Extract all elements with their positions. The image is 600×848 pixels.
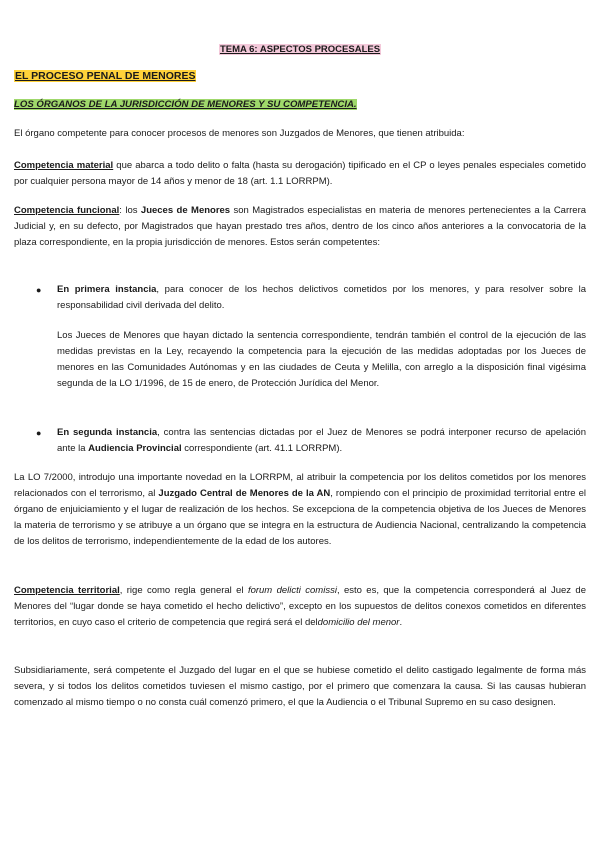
bullet-icon: ● [36, 428, 42, 438]
page-title: TEMA 6: ASPECTOS PROCESALES [219, 44, 381, 55]
subsection-heading: LOS ÓRGANOS DE LA JURISDICCIÓN DE MENORES Y SU COMPETENCIA. [14, 99, 357, 110]
subsidiary-paragraph: Subsidiariamente, será competente el Juzgado del lugar en el que se hubiese cometido el delito castigado legalmente de forma más severa, y si todos los delitos cometidos tuviesen el mismo castigo, por el primero que comenzara la causa. Si las causas hubieran comenzado al mismo tiempo o no consta cuál comenzó primero, el que la Audiencia o el Tribunal Supremo en su caso designen. [14, 665, 586, 708]
lo7-paragraph: La LO 7/2000, introdujo una importante novedad en la LORRPM, al atribuir la competencia por los delitos cometidos por los menores relacionados con el terrorismo, al Juzgado Central de Menores de la AN, rompiendo con el principio de proximidad territorial entre el órgano de enjuiciamiento y el lugar de realización de los hechos. Se excepciona de la competencia objetiva de los Jueces de Menores la materia de terrorismo y se atribuye a un órgano que se integra en la estructura de Audiencia Nacional, centralizando la competencia de los delitos de terrorismo, independientemente de la edad de los autores. [14, 472, 586, 547]
material-paragraph: Competencia material que abarca a todo delito o falta (hasta su derogación) tipificado en el CP o leyes penales especiales cometido por cualquier persona mayor de 14 años y menor de 18 (art. 1.1 LORRPM). [14, 160, 586, 187]
list-item: ● En primera instancia, para conocer de los hechos delictivos cometidos por los menores, y para resolver sobre la responsabilidad civil derivada del delito. [36, 284, 586, 311]
territorial-paragraph: Competencia territorial, rige como regla general el forum delicti comissi, esto es, que la competencia corresponderá al Juez de Menores del “lugar donde se haya cometido el hecho delictivo”, excepto en los supuestos de delitos conexos cometidos en diferentes territorios, en cuyo caso el criterio de competencia que regirá será el deldomicilio del menor. [14, 585, 586, 628]
section-heading: EL PROCESO PENAL DE MENORES [15, 70, 196, 82]
list-item: ● En segunda instancia, contra las sentencias dictadas por el Juez de Menores se podrá interponer recurso de apelación ante la Audiencia Provincial correspondiente (art. 41.1 LORRPM). [36, 427, 586, 454]
bullet-icon: ● [36, 285, 42, 295]
material-label: Competencia material [14, 160, 114, 171]
funcional-paragraph: Competencia funcional: los Jueces de Menores son Magistrados especialistas en materia de menores pertenecientes a la Carrera Judicial y, en su defecto, por Magistrados que hayan prestado tres años, dentro de los cinco años anteriores a la convocatoria de la plaza correspondiente, en la propia jurisdicción de menores. Estos serán competentes: [14, 205, 587, 248]
funcional-label: Competencia funcional [14, 205, 120, 216]
intro-paragraph: El órgano competente para conocer procesos de menores son Juzgados de Menores, que tienen atribuida: [14, 128, 465, 139]
territorial-label: Competencia territorial [14, 585, 120, 596]
execution-paragraph: Los Jueces de Menores que hayan dictado la sentencia correspondiente, tendrán también el control de la ejecución de las medidas previstas en la Ley, recayendo la competencia para la ejecución de las medidas adoptadas por los Jueces de menores en las Comunidades Autónomas y en las ciudades de Ceuta y Melilla, con arreglo a la disposición final vigésima segunda de la LO 1/1996, de 15 de enero, de Protección Jurídica del Menor. [57, 330, 586, 389]
